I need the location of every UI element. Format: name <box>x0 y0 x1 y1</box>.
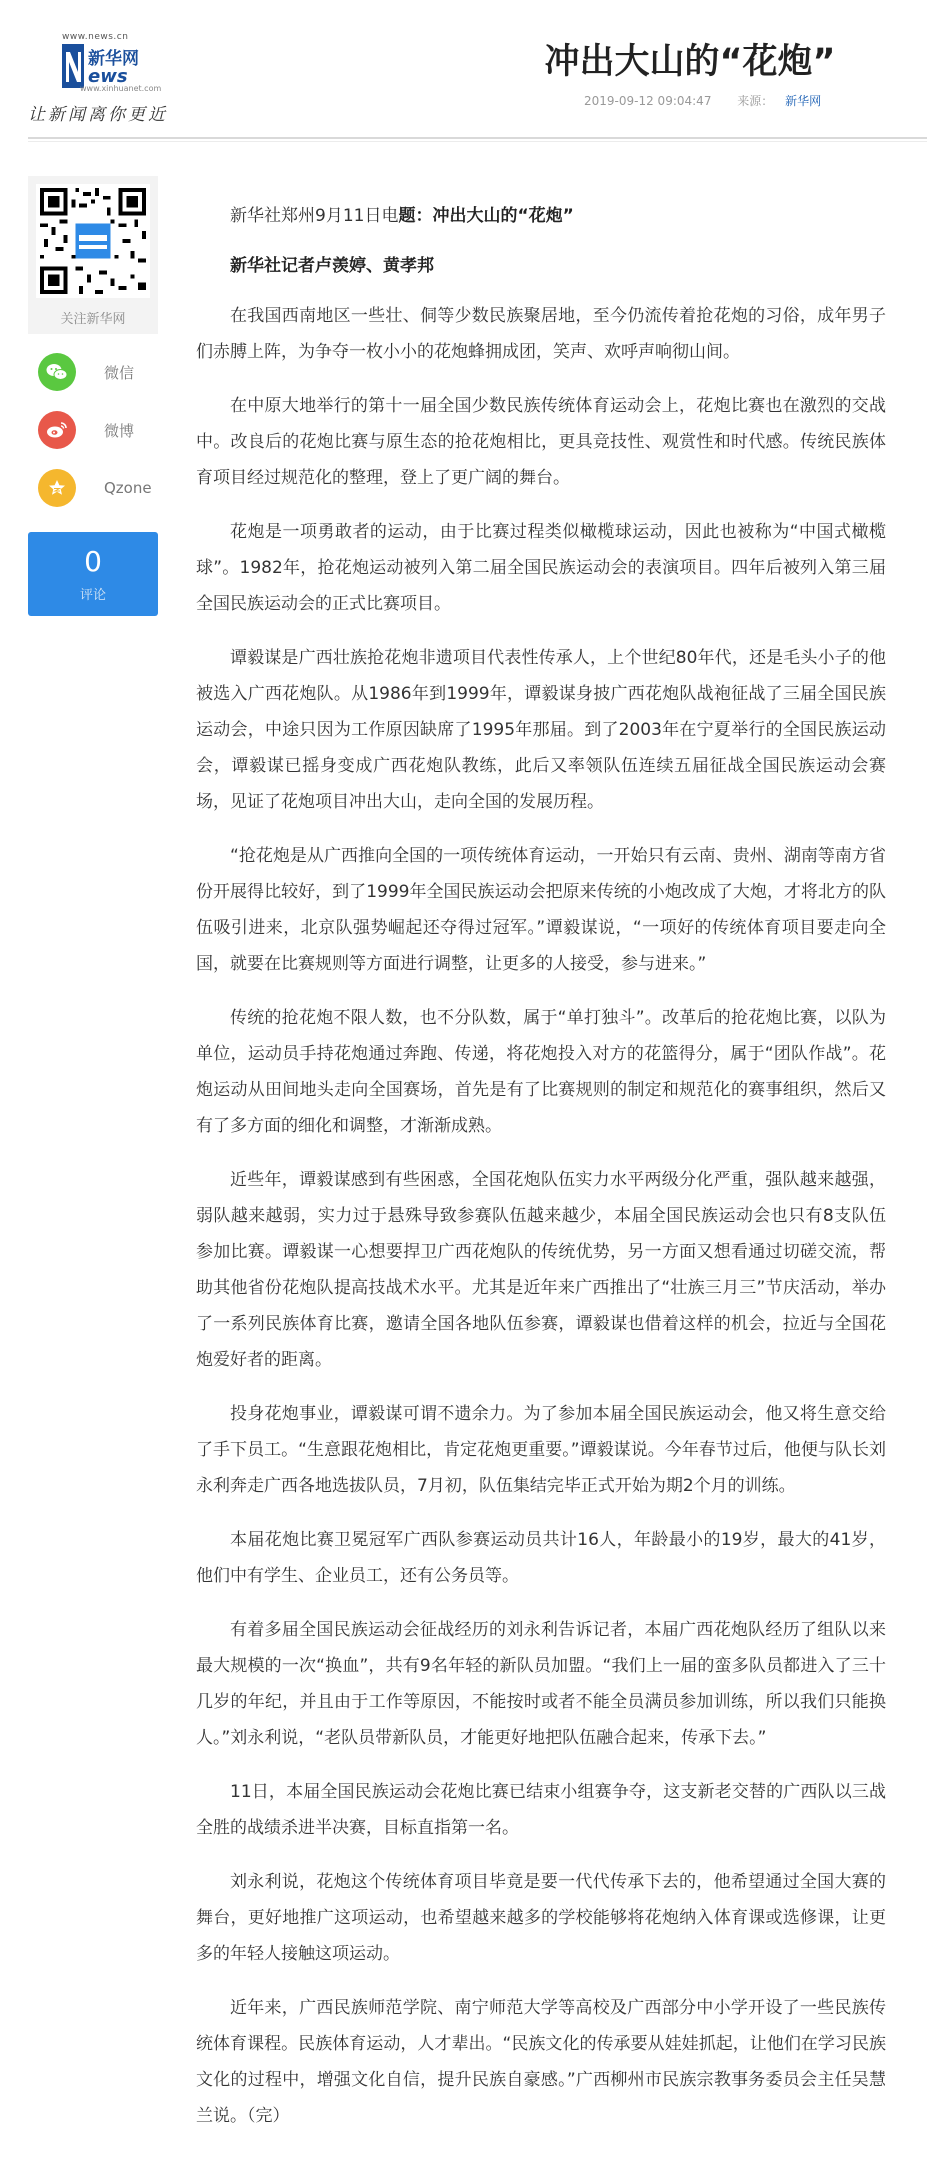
article-paragraph: 在我国西南地区一些壮、侗等少数民族聚居地，至今仍流传着抢花炮的习俗，成年男子们赤膊上阵，为争夺一枚小小的花炮蜂拥成团，笑声、欢呼声响彻山间。 <box>196 306 886 362</box>
article-meta <box>584 92 821 109</box>
logo-subdomain: www.xinhuanet.com <box>80 84 162 93</box>
article-paragraph: 在中原大地举行的第十一届全国少数民族传统体育运动会上，花炮比赛也在激烈的交战中。改良后的花炮比赛与原生态的抢花炮相比，更具竞技性、观赏性和时代感。传统民族体育项目经过规范化的整理，登上了更广阔的舞台。 <box>196 396 886 488</box>
dateline: 新华社郑州9月11日电 <box>230 206 399 226</box>
dateline-paragraph <box>196 198 886 234</box>
article-paragraph: 谭毅谋是广西壮族抢花炮非遗项目代表性传承人，上个世纪80年代，还是毛头小子的他被选入广西花炮队。从1986年到1999年，谭毅谋身披广西花炮队战袍征战了三届全国民族运动会，中途只因为工作原因缺席了1995年那届。到了2003年在宁夏举行的全国民族运动会，谭毅谋已摇身变成广西花炮队教练，此后又率领队伍连续五届征战全国民族运动会赛场，见证了花炮项目冲出大山，走向全国的发展历程。 <box>196 648 886 812</box>
source-label: 来源： <box>737 94 774 108</box>
article-paragraph: “抢花炮是从广西推向全国的一项传统体育运动，一开始只有云南、贵州、湖南等南方省份开展得比较好，到了1999年全国民族运动会把原来传统的小炮改成了大炮，才将北方的队伍吸引进来，北京队强势崛起还夺得过冠军。”谭毅谋说，“一项好的传统体育项目要走向全国，就要在比赛规则等方面进行调整，让更多的人接受，参与进来。” <box>196 846 886 974</box>
xinhua-logo[interactable] <box>28 28 168 125</box>
article-paragraph: 近年来，广西民族师范学院、南宁师范大学等高校及广西部分中小学开设了一些民族传统体育课程。民族体育运动，人才辈出。“民族文化的传承要从娃娃抓起，让他们在学习民族文化的过程中，增强文化自信，提升民族自豪感。”广西柳州市民族宗教事务委员会主任吴慧兰说。（完） <box>196 1998 886 2126</box>
article-paragraphs <box>196 298 886 2134</box>
share-wechat-label: 微信 <box>104 363 135 382</box>
publish-date: 2019-09-12 09:04:47 <box>584 94 712 108</box>
logo-n-mark-icon <box>62 44 84 88</box>
share-wechat-button[interactable] <box>28 352 158 392</box>
qr-code-icon <box>36 184 150 298</box>
share-weibo-label: 微博 <box>104 421 135 440</box>
weibo-icon <box>38 411 76 449</box>
logo-chinese-name: 新华网 <box>88 49 139 69</box>
article-paragraph: 刘永利说，花炮这个传统体育项目毕竟是要一代代传承下去的，他希望通过全国大赛的舞台，更好地推广这项运动，也希望越来越多的学校能够将花炮纳入体育课或选修课，让更多的年轻人接触这项运动。 <box>196 1872 886 1964</box>
qr-card <box>28 176 158 334</box>
byline-paragraph <box>196 248 886 284</box>
article-paragraph: 本届花炮比赛卫冕冠军广西队参赛运动员共计16人，年龄最小的19岁，最大的41岁，他们中有学生、企业员工，还有公务员等。 <box>196 1530 886 1586</box>
dateline-title-prefix: 题： <box>398 206 433 226</box>
article-paragraph: 近些年，谭毅谋感到有些困惑，全国花炮队伍实力水平两级分化严重，强队越来越强，弱队越来越弱，实力过于悬殊导致参赛队伍越来越少，本届全国民族运动会也只有8支队伍参加比赛。谭毅谋一心想要捍卫广西花炮队的传统优势，另一方面又想看通过切磋交流，帮助其他省份花炮队提高技战术水平。尤其是近年来广西推出了“壮族三月三”节庆活动，举办了一系列民族体育比赛，邀请全国各地队伍参赛，谭毅谋也借着这样的机会，拉近与全国花炮爱好者的距离。 <box>196 1170 886 1370</box>
share-sidebar <box>28 176 158 616</box>
slogan: 让新闻离你更近 <box>28 105 168 125</box>
share-qzone-button[interactable] <box>28 468 158 508</box>
article-paragraph: 传统的抢花炮不限人数，也不分队数，属于“单打独斗”。改革后的抢花炮比赛，以队为单位，运动员手持花炮通过奔跑、传递，将花炮投入对方的花篮得分，属于“团队作战”。花炮运动从田间地头走向全国赛场，首先是有了比赛规则的制定和规范化的赛事组织，然后又有了多方面的细化和调整，才渐渐成熟。 <box>196 1008 886 1136</box>
source-link[interactable]: 新华网 <box>785 94 822 108</box>
article-paragraph: 11日，本届全国民族运动会花炮比赛已结束小组赛争夺，这支新老交替的广西队以三战全胜的战绩杀进半决赛，目标直指第一名。 <box>196 1782 886 1838</box>
header <box>0 0 927 140</box>
comment-count: 0 <box>84 545 102 578</box>
comment-button[interactable] <box>28 532 158 616</box>
article-paragraph: 有着多届全国民族运动会征战经历的刘永利告诉记者，本届广西花炮队经历了组队以来最大规模的一次“换血”，共有9名年轻的新队员加盟。“我们上一届的蛮多队员都进入了三十几岁的年纪，并且由于工作等原因，不能按时或者不能全员满员参加训练，所以我们只能换人。”刘永利说，“老队员带新队员，才能更好地把队伍融合起来，传承下去。” <box>196 1620 886 1748</box>
article-body <box>196 198 886 2152</box>
article-paragraph: 投身花炮事业，谭毅谋可谓不遗余力。为了参加本届全国民族运动会，他又将生意交给了手下员工。“生意跟花炮相比，肯定花炮更重要。”谭毅谋说。今年春节过后，他便与队长刘永利奔走广西各地选拔队员，7月初，队伍集结完毕正式开始为期2个月的训练。 <box>196 1404 886 1496</box>
header-divider <box>28 137 927 139</box>
share-weibo-button[interactable] <box>28 410 158 450</box>
header-divider-secondary <box>28 141 927 142</box>
qzone-icon <box>38 469 76 507</box>
page-title: 冲出大山的“花炮” <box>544 42 836 82</box>
qr-caption: 关注新华网 <box>60 312 126 327</box>
wechat-icon <box>38 353 76 391</box>
logo-url: www.news.cn <box>62 32 129 42</box>
comment-label: 评论 <box>79 588 106 603</box>
logo-ews-text: ews <box>88 66 128 87</box>
article-paragraph: 花炮是一项勇敢者的运动，由于比赛过程类似橄榄球运动，因此也被称为“中国式橄榄球”。1982年，抢花炮运动被列入第二届全国民族运动会的表演项目。四年后被列入第三届全国民族运动会的正式比赛项目。 <box>196 522 886 614</box>
dateline-title: 冲出大山的“花炮” <box>432 206 574 226</box>
byline: 新华社记者卢羡婷、黄孝邦 <box>230 256 434 276</box>
share-qzone-label: Qzone <box>104 479 152 497</box>
